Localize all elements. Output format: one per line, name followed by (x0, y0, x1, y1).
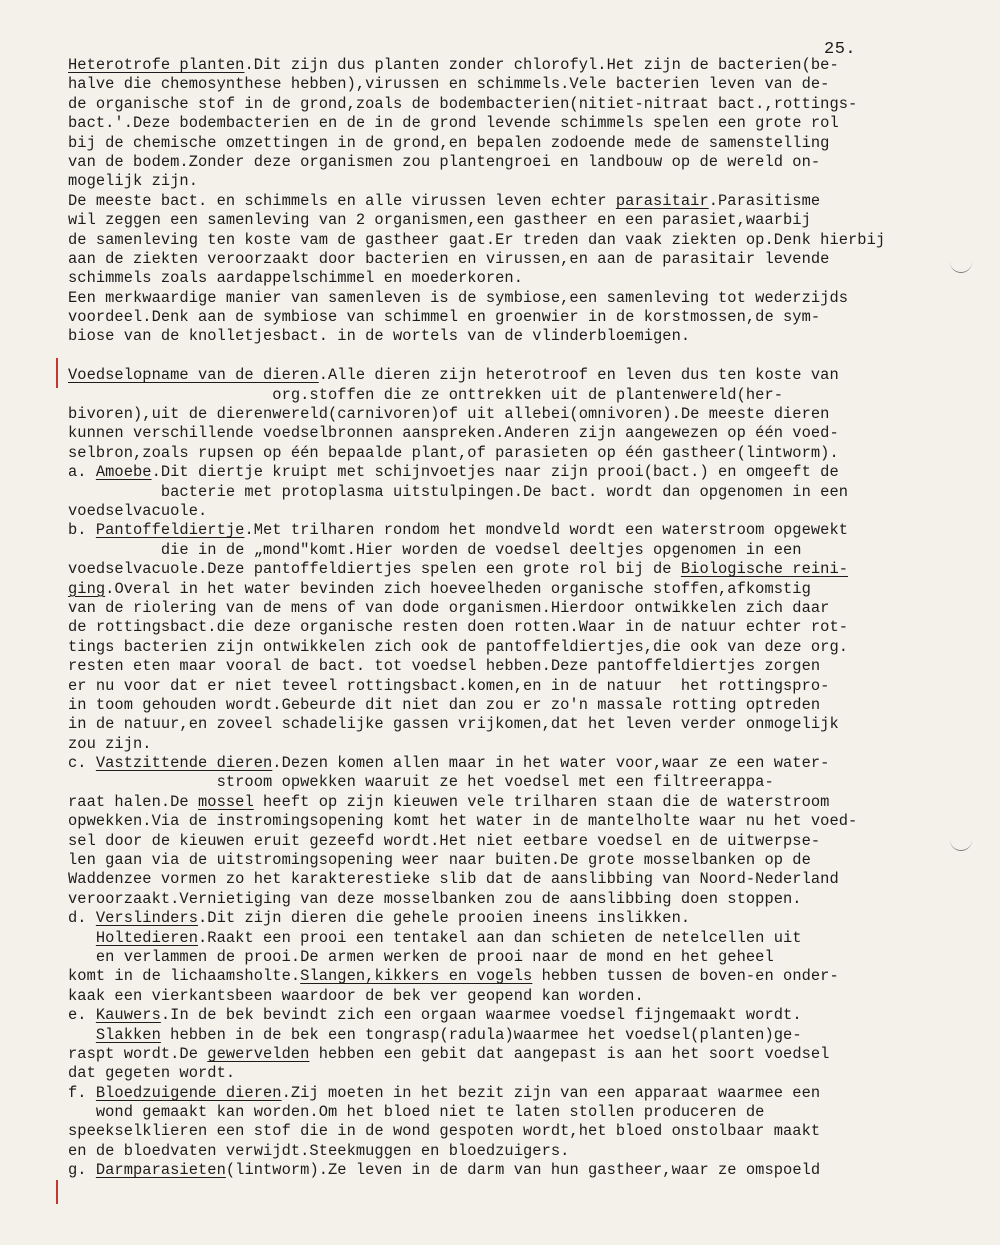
text-line (68, 677, 968, 696)
text-segment: en de bloedvaten verwijdt.Steekmuggen en bloedzuigers. (68, 1141, 570, 1160)
text-line (68, 114, 968, 133)
text-segment: tings bacterien zijn ontwikkelen zich ook de pantoffeldiertjes,die ook van deze org. (68, 637, 849, 656)
text-line (68, 541, 968, 560)
text-line (68, 483, 968, 502)
text-segment: in de natuur,en zoveel schadelijke gassen vrijkomen,dat het leven verder onmogelijk (68, 715, 839, 734)
text-line (68, 851, 968, 870)
text-segment: de rottingsbact.die deze organische resten doen rotten.Waar in de natuur echter rot- (68, 618, 849, 637)
text-line (68, 657, 968, 676)
text-segment: resten eten maar vooral de bact. tot voedsel hebben.Deze pantoffeldiertjes zorgen (68, 657, 821, 676)
text-segment: hebben een gebit dat aangepast is aan het soort voedsel (309, 1044, 830, 1063)
underlined-term: Darmparasieten (95, 1161, 226, 1180)
text-line (68, 909, 968, 928)
underlined-term: parasitair (615, 191, 709, 210)
text-segment: org.stoffen die ze onttrekken uit de plantenwereld(her- (68, 385, 784, 404)
text-segment: f. (68, 1083, 96, 1102)
text-line (68, 1122, 968, 1141)
text-segment: bact.'.Deze bodembacterien en de in de grond levende schimmels spelen een grote rol (68, 114, 839, 133)
text-line (68, 890, 968, 909)
text-line (68, 250, 968, 269)
underlined-term: Amoebe (95, 463, 152, 482)
text-line (68, 327, 968, 346)
text-line (68, 967, 968, 986)
text-line (68, 715, 968, 734)
text-line (68, 386, 968, 405)
text-segment: .Zij moeten in het bezit zijn van een apparaat waarmee een (281, 1083, 821, 1102)
text-segment: speekselklieren een stof die in de wond gespoten wordt,het bloed onstolbaar maakt (68, 1122, 821, 1141)
text-segment: bacterie met protoplasma uitstulpingen.De bact. wordt dan opgenomen in een (68, 482, 849, 501)
text-segment: b. (68, 521, 96, 540)
text-line (68, 56, 968, 75)
underlined-term: Verslinders (95, 909, 199, 928)
text-segment: e. (68, 1006, 96, 1025)
text-line (68, 560, 968, 579)
text-segment: raat halen.De (68, 792, 199, 811)
underlined-term: gewervelden (207, 1044, 310, 1063)
text-segment: .Parasitisme (708, 191, 821, 210)
text-segment: heeft op zijn kieuwen vele trilharen staan die de waterstroom (253, 792, 830, 811)
text-segment: (lintworm).Ze leven in de darm van hun gastheer,waar ze omspoeld (225, 1161, 821, 1180)
margin-mark-voedselopname (56, 358, 58, 388)
text-line (68, 832, 968, 851)
text-segment: opwekken.Via de instromingsopening komt het water in de mantelholte waar nu het voed- (68, 812, 858, 831)
underlined-term: Bloedzuigende dieren (95, 1083, 282, 1102)
text-segment: bivoren),uit de dierenwereld(carnivoren)of uit allebei(omnivoren).De meeste dieren (68, 405, 830, 424)
underlined-term: ging (68, 579, 106, 598)
text-line (68, 1161, 968, 1180)
text-segment: die in de „mond"komt.Hier worden de voedsel deeltjes opgenomen in een (68, 540, 802, 559)
text-segment: d. (68, 909, 96, 928)
text-segment: .Overal in het water bevinden zich hoeveelheden organische stoffen,afkomstig (105, 579, 811, 598)
margin-mark-darmparasieten (56, 1180, 58, 1204)
text-line (68, 1064, 968, 1083)
text-segment: mogelijk zijn. (68, 172, 199, 191)
underlined-term: Vastzittende dieren (95, 754, 273, 773)
text-segment: .Dit zijn dieren die gehele prooien ineens inslikken. (198, 909, 691, 928)
text-segment: hebben in de bek een tongrasp(radula)waarmee het voedsel(planten)ge- (160, 1025, 802, 1044)
text-segment (68, 1026, 96, 1044)
text-line (68, 618, 968, 637)
text-segment: .Alle dieren zijn heterotroof en leven dus ten koste van (318, 366, 839, 385)
text-segment: veroorzaakt.Vernietiging van deze mosselbanken zou de aanslibbing doen stoppen. (68, 889, 802, 908)
text-line (68, 870, 968, 889)
text-segment: .Dezen komen allen maar in het water voor,waar ze een water- (272, 754, 830, 773)
text-segment: wond gemaakt kan worden.Om het bloed niet te laten stollen produceren de (68, 1103, 765, 1122)
text-line (68, 463, 968, 482)
text-line (68, 134, 968, 153)
text-segment: sel door de kieuwen eruit gezeefd wordt.Het niet eetbare voedsel en de uitwerpse- (68, 831, 821, 850)
text-segment (68, 929, 96, 947)
text-segment: hebben tussen de boven-en onder- (532, 967, 839, 986)
text-line (68, 211, 968, 230)
text-segment: .Dit zijn dus planten zonder chlorofyl.Het zijn de bacterien(be- (244, 56, 839, 74)
text-segment: .In de bek bevindt zich een orgaan waarmee voedsel fijngemaakt wordt. (160, 1006, 802, 1025)
text-line (68, 405, 968, 424)
text-segment: biose van de knolletjesbact. in de wortels van de vlinderbloemigen. (68, 327, 691, 346)
text-segment: schimmels zoals aardappelschimmel en moederkoren. (68, 269, 524, 288)
text-segment: van de bodem.Zonder deze organismen zou plantengroei en landbouw op de wereld on- (68, 152, 821, 171)
text-line (68, 95, 968, 114)
text-segment: bij de chemische omzettingen in de grond,en bepalen zodoende mede de samenstelling (68, 133, 830, 152)
text-line (68, 812, 968, 831)
text-segment: komt in de lichaamsholte. (68, 967, 301, 986)
text-line (68, 192, 968, 211)
underlined-term: Heterotrofe planten (68, 56, 245, 74)
text-segment: .Dit diertje kruipt met schijnvoetjes naar zijn prooi(bact.) en omgeeft de (151, 463, 839, 482)
text-line (68, 1142, 968, 1161)
text-line (68, 502, 968, 521)
underlined-term: Slakken (95, 1025, 161, 1044)
text-segment: aan de ziekten veroorzaakt door bacterien en virussen,en aan de parasitair levende (68, 249, 830, 268)
text-line (68, 289, 968, 308)
text-line (68, 1006, 968, 1025)
text-segment: a. (68, 463, 96, 482)
underlined-term: Biologische reini- (680, 560, 849, 579)
text-segment: kaak een vierkantsbeen waardoor de bek ver geopend kan worden. (68, 986, 644, 1005)
typed-text-body (68, 56, 968, 1181)
text-line (68, 444, 968, 463)
text-line (68, 153, 968, 172)
text-line (68, 696, 968, 715)
text-segment: kunnen verschillende voedselbronnen aanspreken.Anderen zijn aangewezen op één voed- (68, 424, 839, 443)
text-segment: Waddenzee vormen zo het karakterestieke slib dat de aanslibbing van Noord-Nederland (68, 870, 839, 889)
text-line (68, 269, 968, 288)
text-segment: voordeel.Denk aan de symbiose van schimmel en groenwier in de korstmossen,de sym- (68, 308, 821, 327)
text-line (68, 987, 968, 1006)
text-line (68, 754, 968, 773)
text-segment: er nu voor dat er niet teveel rottingsbact.komen,en in de natuur het rottingspro- (68, 676, 830, 695)
text-line (68, 793, 968, 812)
text-line (68, 347, 968, 366)
underlined-term: Kauwers (95, 1006, 161, 1025)
text-line (68, 308, 968, 327)
text-segment: raspt wordt.De (68, 1044, 208, 1063)
underlined-term: Pantoffeldiertje (95, 521, 245, 540)
underlined-term: Holtedieren (95, 928, 199, 947)
text-line (68, 773, 968, 792)
text-line (68, 599, 968, 618)
text-line (68, 948, 968, 967)
text-segment: voedselvacuole. (68, 501, 208, 520)
text-segment: .Met trilharen rondom het mondveld wordt een waterstroom opgewekt (244, 521, 849, 540)
underlined-term: Voedselopname van de dieren (68, 366, 319, 385)
text-segment: .Raakt een prooi een tentakel aan dan schieten de netelcellen uit (198, 928, 802, 947)
text-line (68, 735, 968, 754)
text-line (68, 366, 968, 385)
underlined-term: mossel (198, 792, 254, 811)
text-segment: De meeste bact. en schimmels en alle virussen leven echter (68, 191, 616, 210)
text-line (68, 1045, 968, 1064)
text-line (68, 172, 968, 191)
text-line (68, 1026, 968, 1045)
text-segment: de samenleving ten koste vam de gastheer gaat.Er treden dan vaak ziekten op.Denk hierbij (68, 230, 886, 249)
text-line (68, 929, 968, 948)
text-segment: voedselvacuole.Deze pantoffeldiertjes spelen een grote rol bij de (68, 560, 681, 579)
text-segment: de organische stof in de grond,zoals de bodembacterien(nitiet-nitraat bact.,rottings- (68, 94, 858, 113)
underlined-term: Slangen,kikkers en vogels (300, 967, 533, 986)
text-line (68, 1103, 968, 1122)
page-number: 25. (824, 40, 857, 59)
text-segment: zou zijn. (68, 734, 152, 753)
text-line (68, 638, 968, 657)
text-segment: en verlammen de prooi.De armen werken de prooi naar de mond en het geheel (68, 947, 774, 966)
text-segment: Een merkwaardige manier van samenleven is de symbiose,een samenleving tot wederzijds (68, 288, 849, 307)
text-line (68, 75, 968, 94)
text-line (68, 521, 968, 540)
text-segment: van de riolering van de mens of van dode organismen.Hierdoor ontwikkelen zich daar (68, 598, 830, 617)
text-segment: stroom opwekken waaruit ze het voedsel met een filtreerappa- (68, 773, 774, 792)
text-line (68, 231, 968, 250)
text-segment: wil zeggen een samenleving van 2 organismen,een gastheer en een parasiet,waarbij (68, 211, 811, 230)
text-line (68, 424, 968, 443)
text-segment: len gaan via de uitstromingsopening weer naar buiten.De grote mosselbanken op de (68, 851, 811, 870)
text-segment: dat gegeten wordt. (68, 1064, 236, 1083)
text-segment: selbron,zoals rupsen op één bepaalde plant,of parasieten op één gastheer(lintworm). (68, 443, 839, 462)
text-segment: g. (68, 1161, 96, 1180)
text-segment: in toom gehouden wordt.Gebeurde dit niet dan zou er zo'n massale rotting optreden (68, 695, 821, 714)
text-line (68, 580, 968, 599)
text-segment: c. (68, 754, 96, 773)
text-line (68, 1084, 968, 1103)
text-segment: halve die chemosynthese hebben),virussen en schimmels.Vele bacterien leven van de- (68, 75, 830, 94)
